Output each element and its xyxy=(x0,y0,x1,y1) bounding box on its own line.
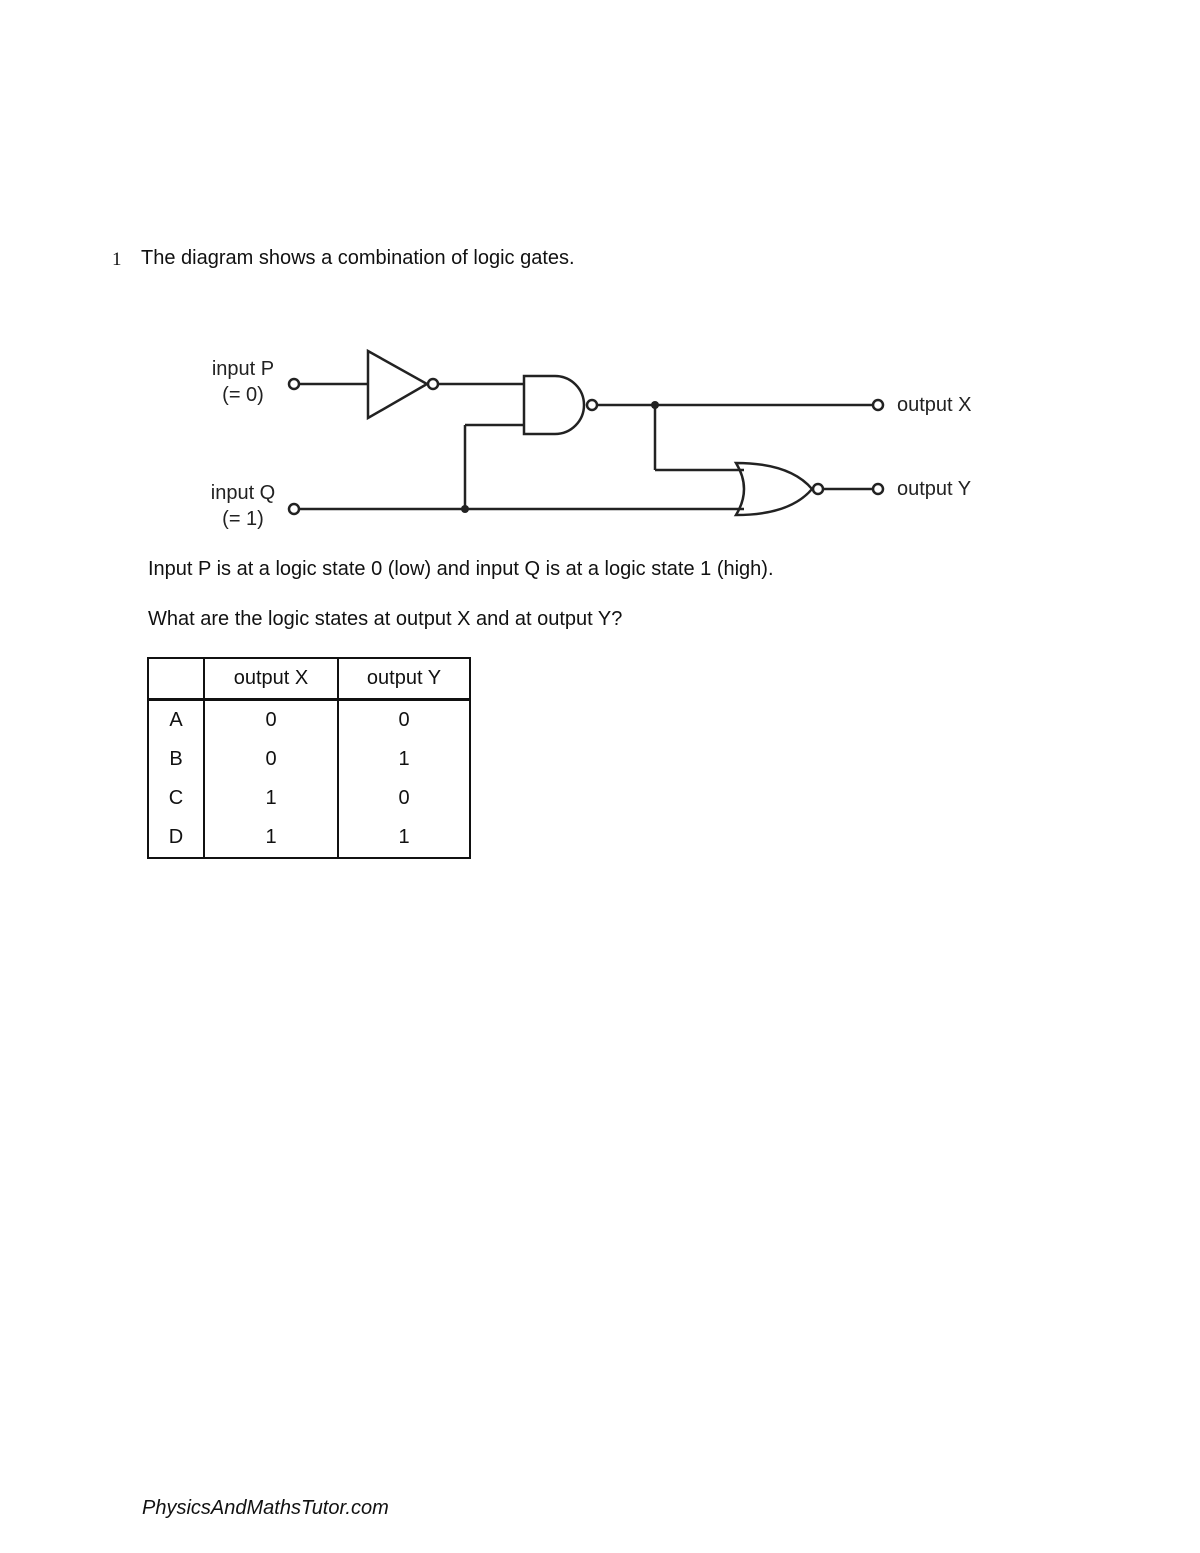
output-y-cell: 1 xyxy=(338,740,470,779)
output-x-cell: 0 xyxy=(204,700,338,741)
output-y-cell: 1 xyxy=(338,818,470,858)
table-row[interactable] xyxy=(148,700,470,741)
footer-watermark: PhysicsAndMathsTutor.com xyxy=(142,1497,389,1519)
question-number: 1 xyxy=(112,249,122,270)
input-q-value: (= 1) xyxy=(222,508,264,530)
output-x-cell: 1 xyxy=(204,779,338,818)
input-p-value: (= 0) xyxy=(222,384,264,406)
option-label: B xyxy=(148,740,204,779)
nor-gate-bubble xyxy=(813,484,823,494)
nand-gate xyxy=(524,376,584,434)
table-row[interactable] xyxy=(148,818,470,858)
nand-gate-bubble xyxy=(587,400,597,410)
output-y-terminal xyxy=(873,484,883,494)
input-p-label: input P xyxy=(211,358,275,380)
table-header-output-y: output Y xyxy=(338,658,470,700)
table-header-corner xyxy=(148,658,204,700)
logic-state-statement: Input P is at a logic state 0 (low) and input Q is at a logic state 1 (high). xyxy=(148,558,774,580)
not-gate xyxy=(368,351,427,418)
option-label: D xyxy=(148,818,204,858)
question-text: The diagram shows a combination of logic gates. xyxy=(141,247,575,269)
junction-dot-q xyxy=(461,505,469,513)
option-label: A xyxy=(148,700,204,741)
junction-dot-x xyxy=(651,401,659,409)
question-prompt: What are the logic states at output X and at output Y? xyxy=(148,608,623,630)
output-x-cell: 0 xyxy=(204,740,338,779)
table-row[interactable] xyxy=(148,779,470,818)
logic-gate-diagram xyxy=(0,0,1200,560)
not-gate-bubble xyxy=(428,379,438,389)
input-q-terminal xyxy=(289,504,299,514)
output-x-cell: 1 xyxy=(204,818,338,858)
output-y-cell: 0 xyxy=(338,779,470,818)
output-y-label: output Y xyxy=(897,478,972,500)
output-x-label: output X xyxy=(897,394,972,416)
table-header-row xyxy=(148,658,470,700)
input-q-label: input Q xyxy=(210,482,276,504)
output-x-terminal xyxy=(873,400,883,410)
table-row[interactable] xyxy=(148,740,470,779)
option-label: C xyxy=(148,779,204,818)
input-p-terminal xyxy=(289,379,299,389)
table-header-output-x: output X xyxy=(204,658,338,700)
output-y-cell: 0 xyxy=(338,700,470,741)
nor-gate xyxy=(736,463,812,515)
answer-options-table xyxy=(147,657,471,859)
